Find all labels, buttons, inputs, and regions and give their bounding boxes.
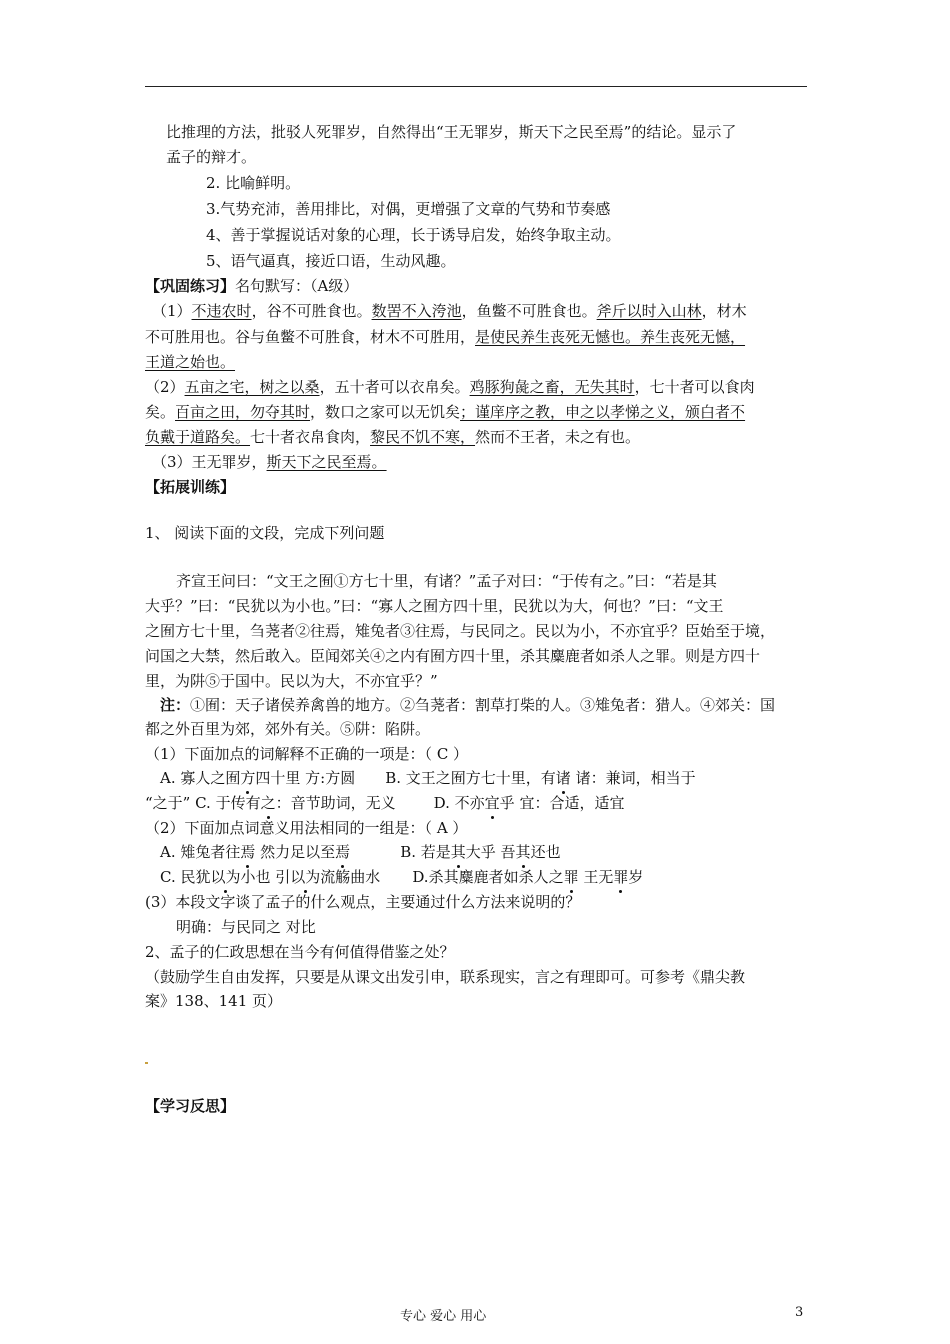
- option-line: [160, 767, 696, 789]
- text-span: 小也 引: [240, 868, 291, 886]
- passage-line: 里，为阱⑤于国中。民以为大，不亦宜乎？”: [145, 672, 438, 690]
- note-line: 都之外百里为郊，郊外有关。⑤阱：陷阱。: [145, 720, 431, 738]
- text-line: 比推理的方法，批驳人死罪岁，自然得出“王无罪岁，斯天下之民至焉”的结论。显示了: [166, 123, 737, 141]
- option-line: [160, 866, 643, 888]
- text-span: 王无: [578, 868, 614, 886]
- text-span: A. 寡人之囿: [160, 769, 241, 787]
- text-line: 3.气势充沛，善用排比，对偶，更增强了文章的气势和节奏感: [206, 200, 611, 218]
- underlined-answer: 斧斤以时入山林: [596, 302, 702, 320]
- text-line: [145, 401, 745, 423]
- text-span: ，鱼鳖不可胜食也。: [461, 302, 597, 320]
- text-line: [145, 351, 235, 373]
- text-span: （2）: [145, 378, 185, 396]
- text-span: D. 不亦: [433, 794, 485, 812]
- section-heading: 【巩固练习】: [145, 277, 236, 295]
- answer-line: 案》138、141 页）: [145, 992, 283, 1010]
- note-line: [160, 694, 775, 716]
- question-line: (3）本段文字谈了孟子的什么观点，主要通过什么方法来说明的？: [145, 893, 581, 911]
- text-line: [145, 426, 640, 448]
- text-span: 还也: [530, 843, 561, 861]
- text-span: 乎 宜：合适，适宜: [499, 794, 625, 812]
- text-span: 大乎 吾: [465, 843, 516, 861]
- text-line: [145, 376, 755, 398]
- underlined-answer: 鸡豚狗彘之畜，无失其时: [469, 378, 635, 396]
- underlined-answer: 五亩之宅，树之以桑: [184, 378, 320, 396]
- option-line: [145, 792, 624, 814]
- text-span: 然力足以至: [255, 843, 336, 861]
- underlined-answer: 是使民养生丧死无憾也。养生丧死无憾，: [475, 328, 746, 346]
- underlined-answer: 负戴于道路矣。: [145, 428, 251, 446]
- dotted-word: 罪: [563, 868, 579, 886]
- dotted-word: 焉: [240, 843, 256, 861]
- passage-line: 问国之大禁，然后敢入。臣闻郊关④之内有囿方四十里，杀其麋鹿者如杀人之罪。则是方四十: [145, 647, 761, 665]
- text-span: ①囿：天子诸侯养禽兽的地方。②刍荛者：割草打柴的人。③雉兔者：猎人。④郊关：国: [190, 696, 776, 714]
- text-span: 岁: [628, 868, 644, 886]
- dotted-word: 以为: [290, 868, 321, 886]
- header-rule: [145, 86, 807, 87]
- option-line: [160, 841, 561, 863]
- section-heading: 【拓展训练】: [145, 478, 236, 496]
- stray-mark: [145, 1062, 148, 1064]
- text-span: ，五十者可以衣帛矣。: [319, 378, 470, 396]
- text-span: 名句默写：（A级）: [235, 277, 359, 295]
- text-span: （3）王无罪岁，: [152, 453, 267, 471]
- dotted-word: 其: [515, 843, 531, 861]
- text-span: （1）: [152, 302, 192, 320]
- underlined-answer: 数罟不入洿池: [371, 302, 462, 320]
- passage-line: 大乎？”曰：“民犹以为小也。”曰：“寡人之囿方四十里，民犹以为大，何也？”曰：“文王: [145, 597, 724, 615]
- text-span: A. 雉兔者往: [160, 843, 241, 861]
- text-line: 2. 比喻鲜明。: [206, 174, 301, 192]
- text-span: C. 民犹: [160, 868, 211, 886]
- answer-line: 明确：与民同之 对比: [176, 918, 316, 936]
- text-line: 4、善于掌握说话对象的心理，长于诱导启发，始终争取主动。: [206, 226, 621, 244]
- underlined-answer: 黎民不饥不寒，: [370, 428, 476, 446]
- dotted-word: 以为: [210, 868, 241, 886]
- text-span: 诸：兼词，相当于: [570, 769, 696, 787]
- passage-line: 齐宣王问曰：“文王之囿①方七十里，有诸？”孟子对曰：“于传有之。”曰：“若是其: [176, 572, 717, 590]
- text-span: ，数口之家可以无饥矣: [310, 403, 461, 421]
- underlined-answer: 不违农时: [191, 302, 252, 320]
- text-line: [145, 326, 745, 348]
- text-span: ，谷不可胜食也。: [251, 302, 372, 320]
- text-span: 七十者衣帛食肉，: [250, 428, 371, 446]
- section-heading: 【学习反思】: [145, 1097, 236, 1115]
- passage-line: 之囿方七十里，刍荛者②往焉，雉兔者③往焉，与民同之。民以为小，不亦宜乎？臣始至于境，: [145, 622, 776, 640]
- note-label: 注：: [160, 696, 191, 714]
- text-span: ：音节助词，无义: [275, 794, 396, 812]
- text-span: 不可胜用也。谷与鱼鳖不可胜食，材木不可胜用，: [145, 328, 476, 346]
- text-line: [152, 300, 747, 322]
- page-footer: 专心 爱心 用心: [400, 1309, 487, 1324]
- section-gonggu: [145, 275, 358, 297]
- underlined-answer: 斯天下之民至焉。: [266, 453, 387, 471]
- underlined-answer: ；谨庠序之教，申之以孝悌之义，颁白者不: [460, 403, 746, 421]
- dotted-word: 方: [240, 769, 256, 787]
- text-line: 孟子的辩才。: [166, 148, 257, 166]
- dotted-word: 其: [450, 843, 466, 861]
- dotted-word: 诸: [555, 769, 571, 787]
- text-span: 矣。: [145, 403, 176, 421]
- text-span: B. 文王之囿方七十里，有: [385, 769, 556, 787]
- text-line: [152, 451, 387, 473]
- answer-line: （鼓励学生自由发挥，只要是从课文出发引申，联系现实，言之有理即可。可参考《鼎尖教: [145, 968, 746, 986]
- question-line: （1）下面加点的词解释不正确的一项是：（ C ）: [145, 745, 469, 763]
- dotted-word: 罪: [613, 868, 629, 886]
- underlined-answer: 百亩之田，勿夺其时: [175, 403, 311, 421]
- text-span: D.杀其麋鹿者如杀人之: [412, 868, 564, 886]
- text-span: ，材木: [701, 302, 747, 320]
- question-line: （2）下面加点词意义用法相同的一组是：（ A ）: [145, 819, 468, 837]
- question-title: 1、 阅读下面的文段，完成下列问题: [145, 524, 385, 542]
- text-span: B. 若是: [400, 843, 451, 861]
- dotted-word: 宜: [484, 794, 500, 812]
- text-span: “之于” C. 于传有: [145, 794, 261, 812]
- page-number: 3: [795, 1305, 804, 1320]
- underlined-answer: 王道之始也。: [145, 353, 236, 371]
- text-span: 然而不王者，未之有也。: [475, 428, 641, 446]
- dotted-word: 焉: [335, 843, 351, 861]
- text-span: ，七十者可以食肉: [634, 378, 755, 396]
- dotted-word: 之: [260, 794, 276, 812]
- text-span: 流觞曲水: [320, 868, 381, 886]
- text-line: 5、语气逼真，接近口语，生动风趣。: [206, 252, 456, 270]
- question-line: 2、孟子的仁政思想在当今有何值得借鉴之处？: [145, 943, 455, 961]
- text-span: 四十里 方:方圆: [255, 769, 356, 787]
